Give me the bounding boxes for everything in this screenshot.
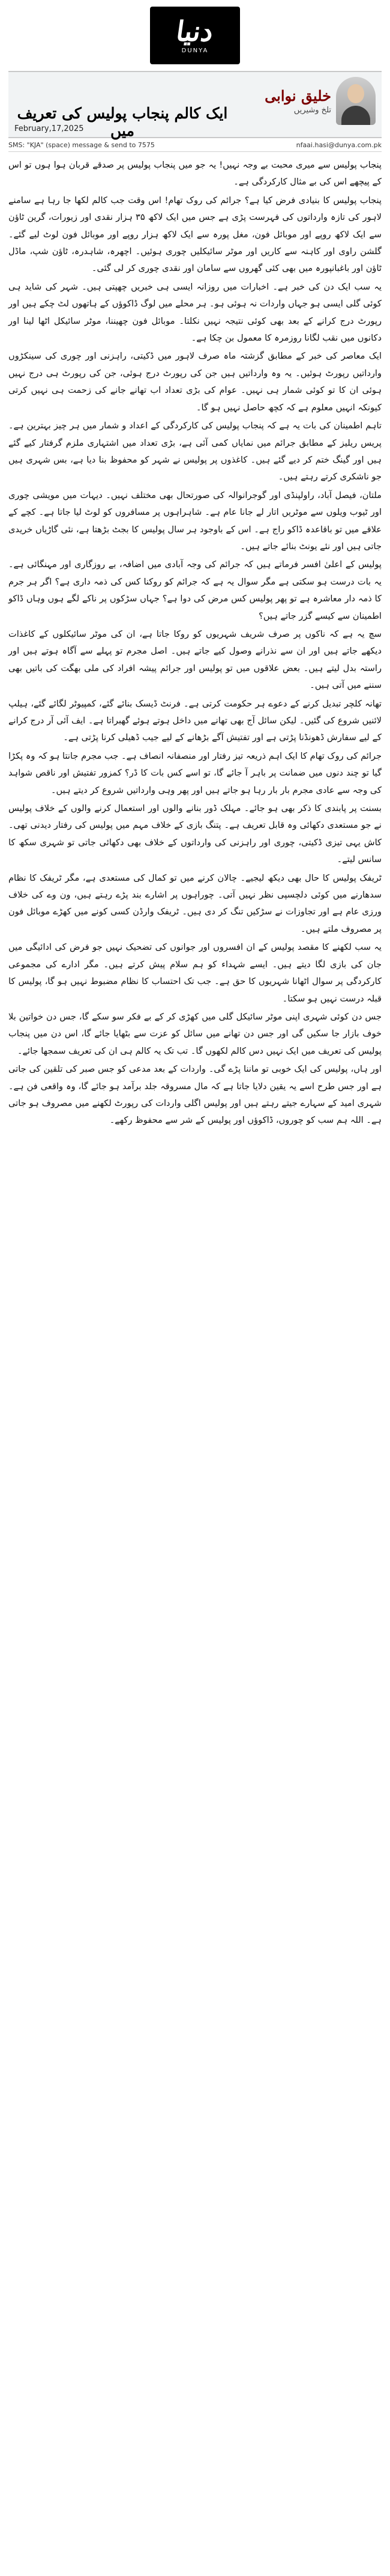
article-paragraph: ملتان، فیصل آباد، راولپنڈی اور گوجرانوالہ کی صورتحال بھی مختلف نہیں۔ دیہات میں مویشی چوری اور ٹیوب ویلوں سے موٹریں اتار لے جانا عام ہے۔ شاہراہوں پر مسافروں کو لوٹ لیا جاتا ہے۔ کچے کے علاقے میں تو باقاعدہ ڈاکو راج ہے۔ اس کے باوجود ہر سال پولیس کا بجٹ بڑھتا ہے، نئی گاڑیاں خریدی جاتی ہیں اور نئے یونٹ بنائے جاتے ہیں۔ xyxy=(8,490,382,551)
dunya-logo[interactable] xyxy=(150,7,240,64)
article-paragraph: سچ یہ ہے کہ ناکوں پر صرف شریف شہریوں کو روکا جاتا ہے، ان کی موٹر سائیکلوں کے کاغذات دیکھے جاتے ہیں اور ان سے نذرانے وصول کیے جاتے ہیں۔ اصل مجرم تو پہلے سے آگاہ ہوتے ہیں اور راستہ بدل لیتے ہیں۔ بعض علاقوں میں تو پولیس اور جرائم پیشہ افراد کی ملی بھگت کی باتیں بھی سننے میں آتی ہیں۔ xyxy=(8,628,382,691)
columnist-names xyxy=(265,87,331,115)
author-avatar xyxy=(336,77,376,125)
article-paragraph: جرائم کی روک تھام کا ایک اہم ذریعہ تیز رفتار اور منصفانہ انصاف ہے۔ جب مجرم جانتا ہو کہ وہ پکڑا گیا تو چند دنوں میں ضمانت پر باہر آ جائے گا، تو اسے کس بات کا ڈر؟ کمزور تفتیش اور ناقص شواہد کی وجہ سے عادی مجرم بار بار رہا ہو جاتے ہیں اور پھر وہی وارداتیں شروع کر دیتے ہیں۔ xyxy=(8,750,382,795)
article-paragraph: پنجاب پولیس سے میری محبت بے وجہ نہیں! یہ جو میں پنجاب پولیس پر صدقے قربان ہوا ہوں تو اس کے پیچھے اس کی بے مثال کارکردگی ہے۔ xyxy=(8,160,382,187)
article-paragraph: یہ سب لکھنے کا مقصد پولیس کے ان افسروں اور جوانوں کی تضحیک نہیں جو فرض کی ادائیگی میں جان کی بازی لگا دیتے ہیں۔ ایسے شہداء کو ہم سلام پیش کرتے ہیں۔ مگر ادارے کی مجموعی کارکردگی پر سوال اٹھانا شہریوں کا حق ہے۔ جب تک احتساب کا نظام مضبوط نہیں ہو گا، پولیس کا قبلہ درست نہیں ہو سکتا۔ xyxy=(8,942,382,1004)
columnist-block xyxy=(265,77,376,125)
column-name: تلخ وشیریں xyxy=(293,106,331,115)
article-paragraph: یہ سب ایک دن کی خبر ہے۔ اخبارات میں روزانہ ایسی ہی خبریں چھپتی ہیں۔ شہر کی شاید ہی کوئی گلی ایسی ہو جہاں واردات نہ ہوئی ہو۔ ہر محلے میں لوگ ڈاکوؤں کے ہاتھوں لٹ چکے ہیں اور رپورٹ درج کرانے کے بعد بھی کوئی نتیجہ نہیں نکلتا۔ موبائل فون چھیننا، موٹر سائیکل اٹھا لینا اور دکانوں میں نقب لگانا روزمرہ کا معمول بن چکا ہے۔ xyxy=(8,281,382,344)
article-paragraph: پنجاب پولیس کا بنیادی فرض کیا ہے؟ جرائم کی روک تھام! اس وقت جب کالم لکھا جا رہا ہے سامنے لاہور کی تازہ وارداتوں کی فہرست پڑی ہے جس میں ایک لاکھ ۳۵ ہزار نقدی اور زیورات، گرین ٹاؤن سے ایک لاکھ روپے اور موبائل فون، مغل پورہ سے ایک لاکھ ہزار روپے اور موبائل فون لوٹ لیے گئے۔ گلشن راوی اور کاہنہ سے کاریں اور موٹر سائیکلیں چوری ہوئیں۔ اچھرہ، شاہدرہ، ٹاؤن شپ، ماڈل ٹاؤن اور باغبانپورہ میں بھی کئی گھروں سے سامان اور نقدی چوری کر لی گئی۔ xyxy=(8,195,382,274)
article-paragraph: تھانہ کلچر تبدیل کرنے کے دعوے ہر حکومت کرتی ہے۔ فرنٹ ڈیسک بنائے گئے، کمپیوٹر لگائے گئے، ہیلپ لائنیں شروع کی گئیں۔ لیکن سائل آج بھی تھانے میں داخل ہوتے ہوئے گھبراتا ہے۔ ایف آئی آر درج کرانے کے لیے سفارش ڈھونڈنا پڑتی ہے اور تفتیش آگے بڑھانے کے لیے جیب ڈھیلی کرنا پڑتی ہے۔ xyxy=(8,698,382,743)
article-body xyxy=(8,157,382,1129)
logo-text: دنیا xyxy=(174,14,216,47)
sms-instructions: SMS: "KJA" (space) message & send to 7575 xyxy=(8,141,155,149)
article-headline: ایک کالم پنجاب پولیس کی تعریف میں xyxy=(17,105,228,139)
column-banner xyxy=(8,71,382,138)
author-name: خلیق نوابی xyxy=(265,87,331,105)
article-paragraph: تاہم اطمینان کی بات یہ ہے کہ پنجاب پولیس کی کارکردگی کے اعداد و شمار میں ہر چیز بہترین ہے۔ پریس ریلیز کے مطابق جرائم میں نمایاں کمی آئی ہے، بڑی تعداد میں اشتہاری ملزم گرفتار کیے گئے ہیں اور گینگ ختم کر دیے گئے ہیں۔ کاغذوں پر پولیس نے شہر کو محفوظ بنا دیا ہے، بس شہری ہیں جو ناشکری کرتے رہتے ہیں۔ xyxy=(8,421,382,482)
article-paragraph: بسنت پر پابندی کا ذکر بھی ہو جائے۔ مہلک ڈور بنانے والوں اور استعمال کرنے والوں کے خلاف پولیس نے جو مستعدی دکھائی وہ قابل تعریف ہے۔ پتنگ بازی کے خلاف مہم میں پولیس کی رفتار دیدنی تھی۔ کاش یہی تیزی ڈکیتی، چوری اور راہزنی کی وارداتوں کے خلاف بھی دکھائی جاتی تو شہری سکھ کا سانس لیتے۔ xyxy=(8,803,382,865)
article-paragraph: اور ہاں، پولیس کی ایک خوبی تو ماننا پڑے گی۔ واردات کے بعد مدعی کو جس صبر کی تلقین کی جاتی ہے اور جس طرح اسے یہ یقین دلایا جاتا ہے کہ مال مسروقہ جلد برآمد ہو جائے گا، وہ واقعی فن ہے۔ شہری امید کے سہارے جیتے رہتے ہیں اور پولیس اگلی واردات کی رپورٹ لکھنے میں مصروف ہو جاتی ہے۔ اللہ ہم سب کو چوروں، ڈاکوؤں اور پولیس کے شر سے محفوظ رکھے۔ xyxy=(8,1064,382,1126)
article-paragraph: پولیس کے اعلیٰ افسر فرماتے ہیں کہ جرائم کی وجہ آبادی میں اضافہ، بے روزگاری اور مہنگائی ہے۔ یہ بات درست ہو سکتی ہے مگر سوال یہ ہے کہ جرائم کو روکنا کس کی ذمہ داری ہے؟ اگر ہر جرم کا ذمہ دار معاشرہ ہے تو پھر پولیس کس مرض کی دوا ہے؟ جہاں سڑکوں پر ناکے لگے ہوں وہاں ڈاکو اطمینان سے کیسے گزر جاتے ہیں؟ xyxy=(8,559,382,621)
publish-date: February,17,2025 xyxy=(14,124,84,133)
author-email[interactable]: nfaai.hasi@dunya.com.pk xyxy=(296,141,382,149)
article-paragraph: ٹریفک پولیس کا حال بھی دیکھ لیجیے۔ چالان کرنے میں تو کمال کی مستعدی ہے، مگر ٹریفک کا نظام سدھارنے میں کوئی دلچسپی نظر نہیں آتی۔ چوراہوں پر اشارے بند پڑے رہتے ہیں، ون وے کی خلاف ورزی عام ہے اور تجاوزات نے سڑکیں تنگ کر دی ہیں۔ ٹریفک وارڈن کسی کونے میں کھڑے موبائل فون پر مصروف ملتے ہیں۔ xyxy=(8,872,382,934)
logo-subtext: DUNYA xyxy=(181,47,209,54)
article-paragraph: ایک معاصر کی خبر کے مطابق گزشتہ ماہ صرف لاہور میں ڈکیتی، راہزنی اور چوری کی سینکڑوں وارداتیں رپورٹ ہوئیں۔ یہ وہ وارداتیں ہیں جن کی رپورٹ درج ہوئی، جن کی رپورٹ ہی درج نہیں ہوئی ان کا تو کوئی شمار ہی نہیں۔ عوام کی بڑی تعداد اب تھانے جانے کی زحمت ہی نہیں کرتی کیونکہ انہیں معلوم ہے کہ کچھ حاصل نہیں ہو گا۔ xyxy=(8,351,382,413)
masthead xyxy=(0,0,390,71)
article-paragraph: جس دن کوئی شہری اپنی موٹر سائیکل گلی میں کھڑی کر کے بے فکر سو سکے گا، جس دن خواتین بلا خوف بازار جا سکیں گی اور جس دن تھانے میں سائل کو عزت سے بٹھایا جائے گا، اس دن میں پنجاب پولیس کی تعریف میں ایک نہیں دس کالم لکھوں گا۔ تب تک یہ کالم ہی ان کی تعریف سمجھا جائے۔ xyxy=(8,1011,382,1056)
info-bar xyxy=(8,138,382,152)
